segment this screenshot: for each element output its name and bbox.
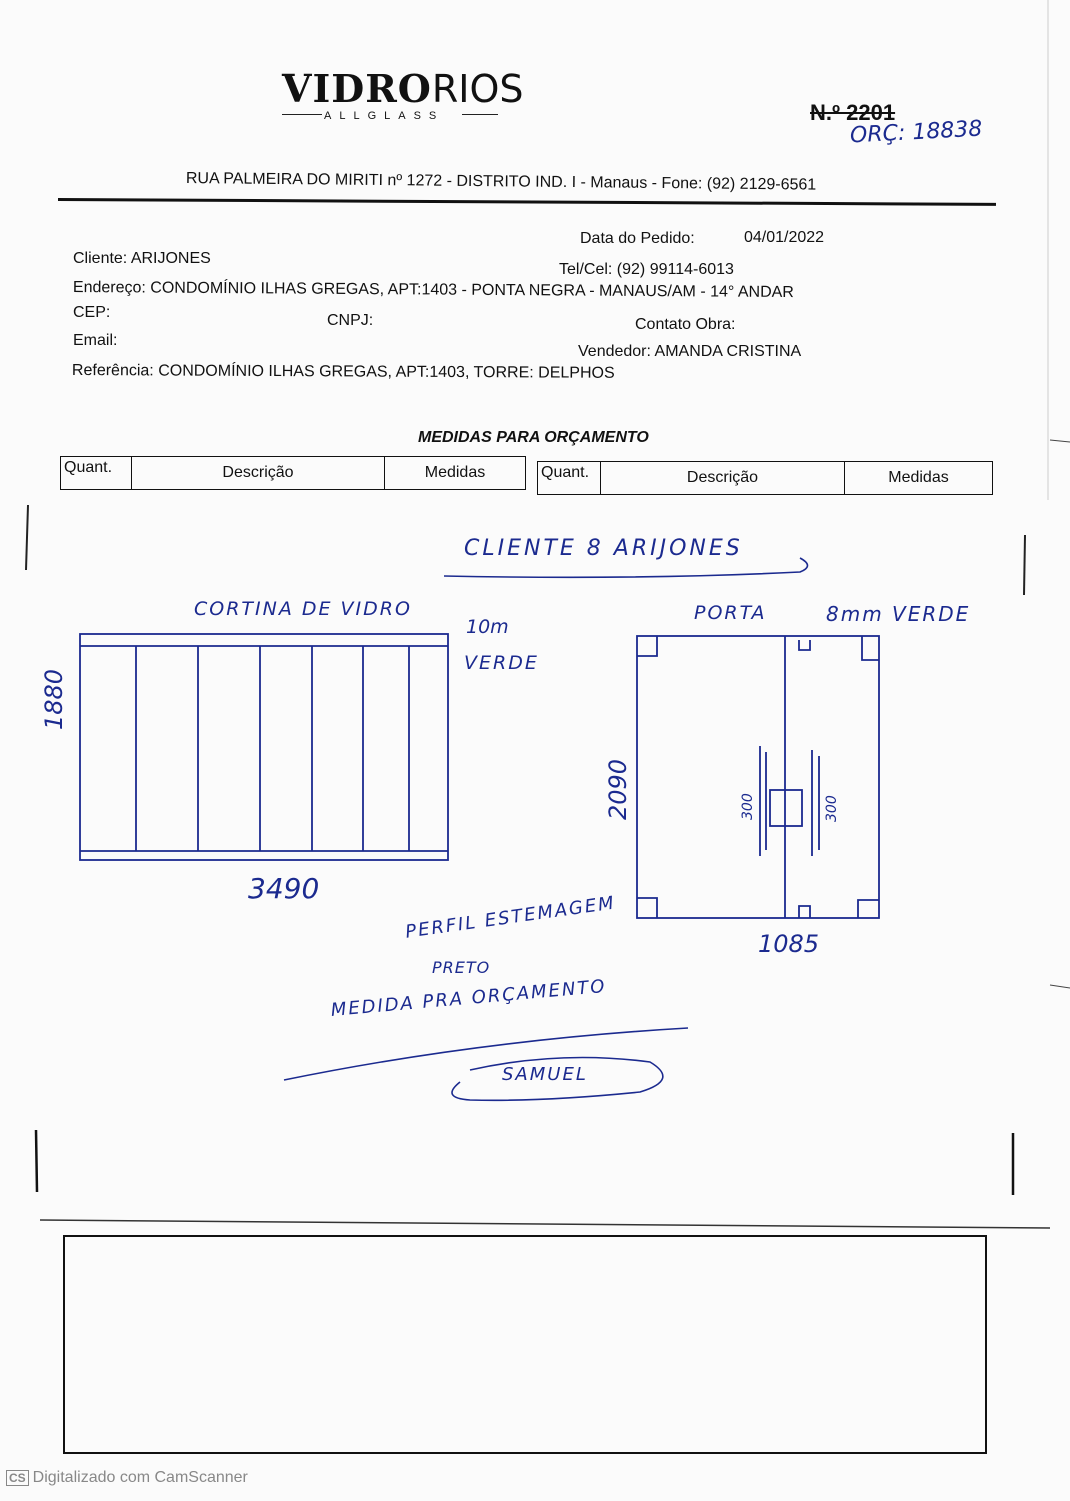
seller-field: Vendedor: AMANDA CRISTINA xyxy=(578,343,802,360)
col-medidas: Medidas xyxy=(424,464,486,481)
col-medidas: Medidas xyxy=(888,469,949,486)
email-field: Email: xyxy=(73,332,118,349)
camscanner-logo: CS xyxy=(6,1470,29,1486)
curtain-height: 1880 xyxy=(40,668,68,730)
measurement-note: MEDIDA PRA ORÇAMENTO xyxy=(330,975,608,1021)
curtain-width: 3490 xyxy=(248,872,320,905)
logo-bold-text: VIDRO xyxy=(282,66,432,111)
curtain-note-thickness: 10m xyxy=(466,616,509,638)
door-sketch xyxy=(637,636,879,918)
handle-left-size: 300 xyxy=(740,793,756,820)
measurements-title: MEDIDAS PARA ORÇAMENTO xyxy=(418,429,649,446)
client-note: CLIENTE 8 ARIJONES xyxy=(464,536,743,561)
handle-right-size: 300 xyxy=(824,795,840,822)
profile-color-note: PRETO xyxy=(432,958,491,977)
cep-field: CEP: xyxy=(73,304,111,321)
quote-number-handwritten: ORÇ: 18838 xyxy=(849,116,983,149)
door-height: 2090 xyxy=(604,758,632,820)
col-descricao: Descrição xyxy=(132,457,385,489)
door-label: PORTA xyxy=(694,602,767,624)
cnpj-field: CNPJ: xyxy=(327,312,374,329)
order-date-label: Data do Pedido: xyxy=(580,230,695,247)
signature: SAMUEL xyxy=(502,1064,588,1085)
profile-note: PERFIL ESTEMAGEM xyxy=(404,892,617,943)
curtain-label: CORTINA DE VIDRO xyxy=(194,598,412,620)
curtain-note-color: VERDE xyxy=(464,652,539,674)
company-address: RUA PALMEIRA DO MIRITI nº 1272 - DISTRITO IND. I - Manaus - Fone: (92) 2129-6561 xyxy=(185,170,817,194)
col-quant: Quant. xyxy=(61,457,132,489)
camscanner-footer xyxy=(6,1469,248,1487)
col-quant: Quant. xyxy=(538,462,601,494)
col-descricao: Descrição xyxy=(601,462,845,494)
door-note: 8mm VERDE xyxy=(826,602,971,626)
contact-field: Contato Obra: xyxy=(635,316,736,333)
address-field: Endereço: CONDOMÍNIO ILHAS GREGAS, APT:1403 - PONTA NEGRA - MANAUS/AM - 14° ANDAR xyxy=(72,279,794,302)
order-date-value: 04/01/2022 xyxy=(744,229,825,246)
logo-light-text: RIOS xyxy=(431,67,524,111)
camscanner-text: Digitalizado com CamScanner xyxy=(32,1469,248,1486)
logo-subtitle: ALLGLASS xyxy=(324,110,445,122)
reference-field: Referência: CONDOMÍNIO ILHAS GREGAS, APT:1403, TORRE: DELPHOS xyxy=(71,362,615,382)
door-width: 1085 xyxy=(758,930,820,958)
curtain-sketch xyxy=(80,634,448,860)
phone-field: Tel/Cel: (92) 99114-6013 xyxy=(559,261,734,278)
order-number-struck: N.º 2201 xyxy=(810,100,896,125)
client-field: Cliente: ARIJONES xyxy=(73,250,211,267)
